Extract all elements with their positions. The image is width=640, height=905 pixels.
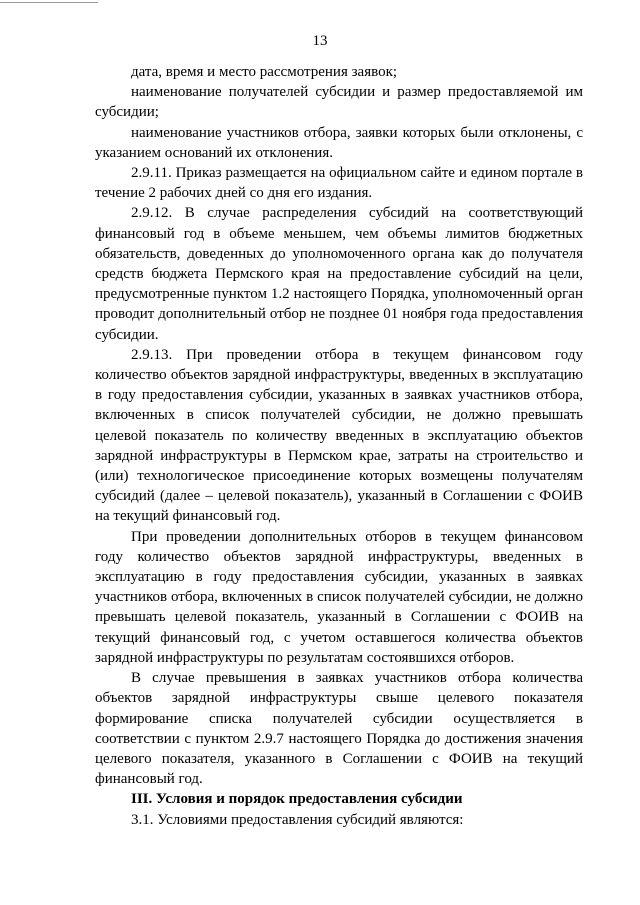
paragraph-recipients: наименование получателей субсидии и размер предоставляемой им субсидии; xyxy=(95,84,583,121)
top-edge-line xyxy=(0,2,98,3)
paragraph-rejected: наименование участников отбора, заявки которых были отклонены, с указанием оснований их отклонения. xyxy=(95,124,583,161)
page-number: 13 xyxy=(312,33,328,49)
paragraph-additional-selection: При проведении дополнительных отборов в текущем финансовом году количество объектов зарядной инфраструктуры, введенных в эксплуатацию в году предоставления субсидии, указанных в заявках участников отбора, включенных в список получателей субсидии, не должно превышать целевой показатель, указанный в Соглашении с ФОИВ на текущий финансовый год, с учетом оставшегося количества объектов зарядной инфраструктуры по результатам состоявшихся отборов. xyxy=(95,528,583,666)
section-heading: III. Условия и порядок предоставления субсидии xyxy=(131,791,463,808)
paragraph-2-9-11: 2.9.11. Приказ размещается на официальном сайте и едином портале в течение 2 рабочих дней со дня его издания. xyxy=(95,165,583,202)
paragraph-2-9-12: 2.9.12. В случае распределения субсидий на соответствующий финансовый год в объеме меньшем, чем объемы лимитов бюджетных обязательств, доведенных до уполномоченного органа как до получателя средств бюджета Пермского края на предоставление субсидий на цели, предусмотренные пунктом 1.2 настоящего Порядка, уполномоченный орган проводит дополнительный отбор не позднее 01 ноября года предоставления субсидии. xyxy=(95,205,583,343)
paragraph-2-9-13: 2.9.13. При проведении отбора в текущем финансовом году количество объектов зарядной инфраструктуры, введенных в эксплуатацию в году предоставления субсидии, указанных в заявках участников отбора, включенных в список получателей субсидии, не должно превышать целевой показатель по количеству введенных в эксплуатацию объектов зарядной инфраструктуры в Пермском крае, затраты на строительство и (или) технологическое присоединение которых возмещены получателям субсидий (далее – целевой показатель), указанный в Соглашении с ФОИВ на текущий финансовый год. xyxy=(95,346,583,525)
document-body xyxy=(95,62,583,830)
paragraph-excess: В случае превышения в заявках участников отбора количества объектов зарядной инфраструктуры свыше целевого показателя формирование списка получателей субсидии осуществляется в соответствии с пунктом 2.9.7 настоящего Порядка до достижения значения целевого показателя, указанного в Соглашении с ФОИВ на текущий финансовый год. xyxy=(95,670,583,788)
paragraph-3-1: 3.1. Условиями предоставления субсидий являются: xyxy=(131,811,464,828)
paragraph-review-date: дата, время и место рассмотрения заявок; xyxy=(131,64,398,80)
